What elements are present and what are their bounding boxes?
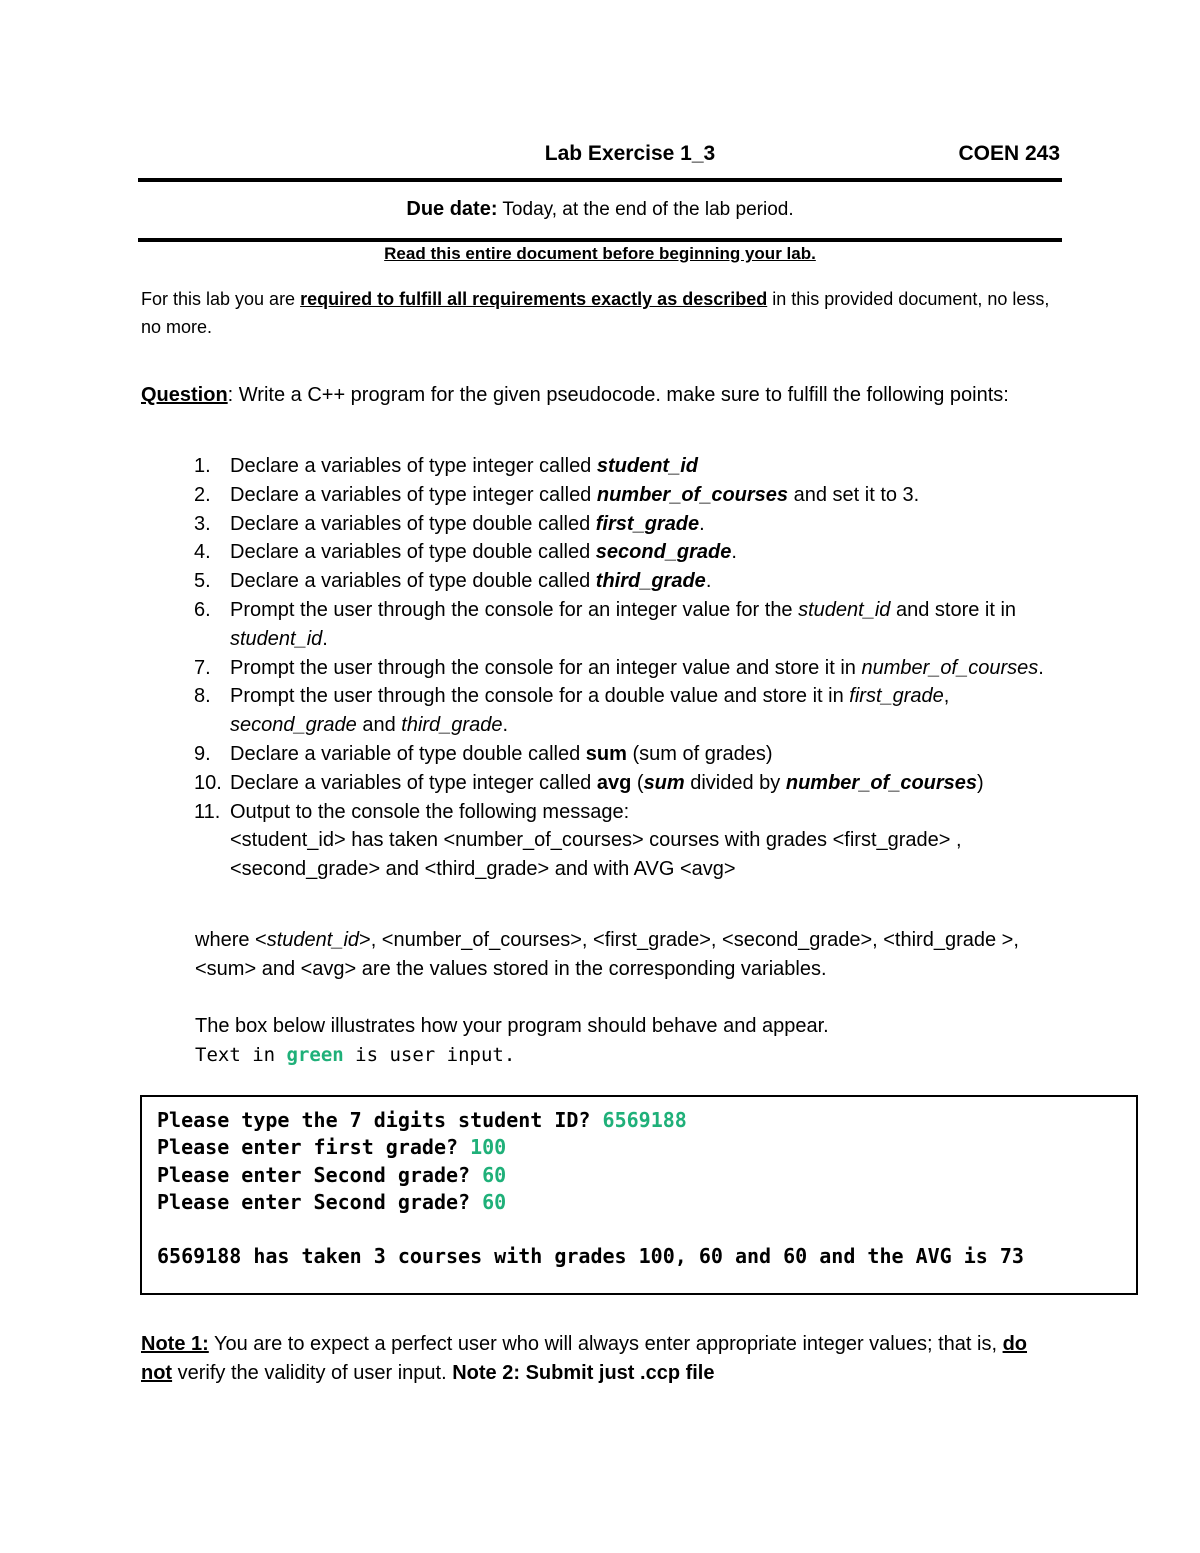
item-text: divided by [684,771,786,794]
question-text: : Write a C++ program for the given pseudocode. make sure to fulfill the following points: [227,384,1009,406]
variable-name: third_grade [595,570,706,593]
question-paragraph [141,381,1041,410]
box-intro: The box below illustrates how your program should behave and appear. [195,1015,829,1037]
variable-name: second_grade [230,714,357,737]
list-item [194,538,1070,567]
variable-name: sum [585,742,627,765]
item-text: Declare a variables of type double called [230,541,596,564]
item-text: (sum of grades) [626,742,773,765]
item-text: Declare a variable of type double called [230,742,586,765]
item-number: 7. [194,656,211,679]
requirements-list [194,452,1070,884]
variable-name: student_id [230,627,323,650]
list-item [194,769,1070,798]
console-line [157,1189,1136,1216]
note1-text: You are to expect a perfect user who will always enter appropriate integer values; that is, [208,1333,1003,1355]
variable-name: number_of_courses [596,483,789,506]
top-divider [138,178,1062,182]
list-item [194,567,1070,596]
note1-text-end: verify the validity of user input. [172,1362,453,1384]
variable-name: student_id [266,929,360,951]
console-line [157,1134,1136,1161]
item-text: Prompt the user through the console for an integer value for the [230,598,799,621]
item-text: . [731,541,737,564]
item-number: 8. [194,685,211,708]
variable-name: third_grade [401,714,503,737]
console-prompt: Please enter Second grade? [157,1189,483,1214]
output-format: <student_id> has taken <number_of_courses> courses with grades <first_grade> , <second_grade> and <third_grade> and with AVG <avg> [230,829,962,881]
console-line [157,1162,1136,1189]
variable-name: second_grade [595,541,732,564]
item-text: ) [977,771,984,794]
intro-paragraph [141,285,1071,341]
console-user-input: 6569188 [602,1108,687,1132]
note2: Note 2: Submit just .ccp file [452,1362,715,1384]
course-code: COEN 243 [958,142,1060,165]
item-text: and [356,714,402,737]
console-prompt: Please enter first grade? [157,1135,471,1160]
console-line [157,1107,1136,1134]
console-user-input: 100 [470,1135,507,1160]
variable-name: avg [596,771,632,794]
item-text: . [705,570,712,593]
list-item [194,481,1070,510]
intro-text-end: in this provided document, no less, no more. [141,289,1050,337]
item-text: . [699,512,705,535]
item-text: . [502,714,509,737]
list-item [194,798,1070,884]
console-prompt: Please type the 7 digits student ID? [157,1108,603,1132]
item-number: 9. [194,742,211,765]
item-number: 5. [194,570,211,593]
item-text: Declare a variables of type double called [230,512,596,535]
where-paragraph [195,926,1055,984]
variable-name: number_of_courses [785,771,978,794]
console-output: 6569188 has taken 3 courses with grades 100, 60 and 60 and the AVG is 73 [157,1244,1024,1269]
list-item [194,596,1070,654]
input-legend [195,1041,515,1069]
item-text: , [943,685,950,708]
item-text: . [1038,656,1044,679]
item-text: Declare a variables of type integer called [230,455,597,477]
variable-name: first_grade [595,512,700,535]
item-text: Output to the console the following message: [230,800,630,823]
variable-name: student_id [596,455,698,477]
list-item [194,452,1070,481]
list-item [194,682,1070,740]
variable-name: sum [643,771,685,794]
item-text: . [322,627,328,650]
legend-green-word: green [286,1044,344,1066]
list-item [194,740,1070,769]
console-user-input: 60 [482,1162,507,1187]
list-item [194,510,1070,539]
console-user-input: 60 [482,1189,507,1214]
due-date-label: Due date: [406,198,498,220]
item-text: Prompt the user through the console for an integer value and store it in [230,656,862,679]
item-number: 1. [194,455,211,477]
item-number: 10. [194,771,222,794]
read-notice: Read this entire document before beginning your lab. [384,244,816,263]
document-title: Lab Exercise 1_3 [544,142,716,165]
item-number: 6. [194,598,211,621]
item-number: 11. [194,800,221,823]
variable-name: first_grade [849,685,944,708]
item-number: 2. [194,483,211,506]
item-text: and store it in [890,598,1017,621]
item-number: 3. [194,512,211,535]
item-text: ( [631,771,644,794]
item-text: Prompt the user through the console for a double value and store it in [230,685,850,708]
due-date-text: Today, at the end of the lab period. [497,199,794,220]
variable-name: number_of_courses [861,656,1039,679]
item-text: and set it to 3. [788,483,920,506]
where-text-end: >, <number_of_courses>, <first_grade>, <second_grade>, <third_grade >, <sum> and <avg> are the values stored in the corresponding variables. [195,929,1019,980]
intro-text: For this lab you are [141,289,301,309]
note1-label: Note 1: [141,1333,209,1355]
notes-paragraph [141,1330,1061,1388]
console-sample-box [140,1095,1138,1295]
item-number: 4. [194,541,211,564]
item-text: Declare a variables of type integer called [230,771,597,794]
due-divider [138,238,1062,242]
item-text: Declare a variables of type integer called [230,483,597,506]
intro-emphasis: required to fulfill all requirements exactly as described [300,289,768,309]
legend-text: Text in [195,1044,287,1066]
note1-emphasis: do not [141,1333,1028,1384]
legend-text-end: is user input. [343,1044,516,1066]
item-text: Declare a variables of type double called [230,570,596,593]
variable-name: student_id [798,598,891,621]
console-prompt: Please enter Second grade? [157,1162,483,1187]
console-blank-line [157,1216,1136,1243]
where-text: where < [195,929,267,951]
list-item [194,654,1070,683]
question-label: Question [141,384,228,406]
due-date [138,198,1062,221]
